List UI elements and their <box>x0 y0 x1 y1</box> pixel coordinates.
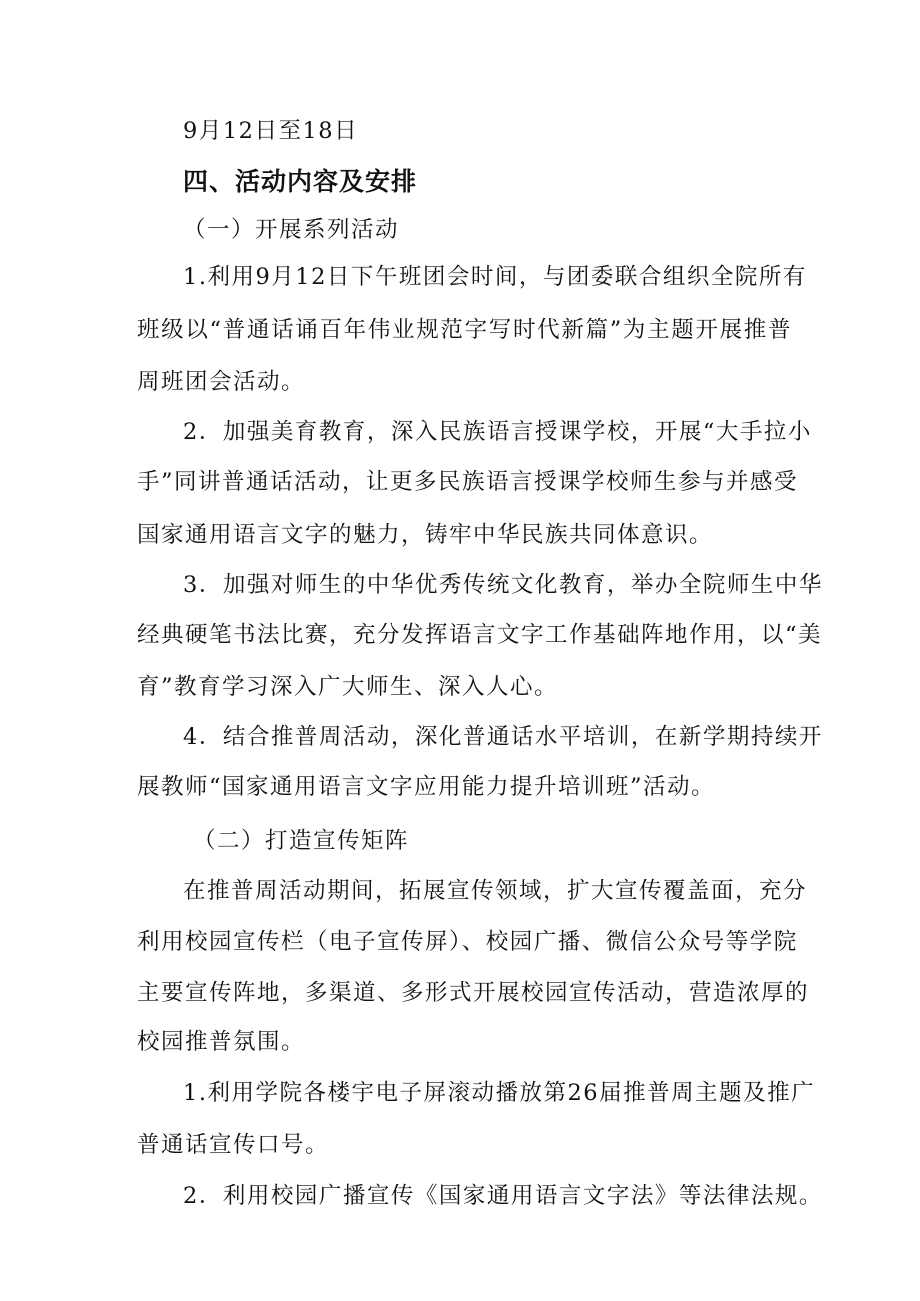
subsection-one-title: （一）开展系列活动 <box>183 217 400 243</box>
item-1-line-1: 1.利用9月12日下午班团会时间，与团委联合组织全院所有 <box>183 264 807 290</box>
promo-paragraph-line-1: 在推普周活动期间，拓展宣传领域，扩大宣传覆盖面，充分 <box>183 878 808 904</box>
item-4-line-1: 4．结合推普周活动，深化普通话水平培训，在新学期持续开 <box>183 724 823 750</box>
item-2-line-1: 2．加强美育教育，深入民族语言授课学校，开展“大手拉小 <box>183 419 812 445</box>
promo-paragraph-line-2: 利用校园宣传栏（电子宣传屏）、校园广播、微信公众号等学院 <box>137 929 798 955</box>
item-2-line-3: 国家通用语言文字的魅力，铸牢中华民族共同体意识。 <box>137 522 714 548</box>
date-line: 9月12日至18日 <box>183 118 359 144</box>
subsection-two-title: （二）打造宣传矩阵 <box>193 828 410 854</box>
promo-item-2-line-1: 2．利用校园广播宣传《国家通用语言文字法》等法律法规。 <box>183 1183 823 1209</box>
promo-item-1-line-1: 1.利用学院各楼宇电子屏滚动播放第26届推普周主题及推广 <box>183 1080 816 1106</box>
item-3-line-2: 经典硬笔书法比赛，充分发挥语言文字工作基础阵地作用，以“美 <box>137 622 823 648</box>
item-3-line-3: 育”教育学习深入广大师生、深入人心。 <box>137 674 559 700</box>
promo-paragraph-line-3: 主要宣传阵地，多渠道、多形式开展校园宣传活动，营造浓厚的 <box>137 980 810 1006</box>
promo-paragraph-line-4: 校园推普氛围。 <box>137 1029 306 1055</box>
section-four-title: 四、活动内容及安排 <box>183 167 418 196</box>
item-3-line-1: 3．加强对师生的中华优秀传统文化教育，举办全院师生中华 <box>183 572 823 598</box>
item-1-line-2: 班级以“普通话诵百年伟业规范字写时代新篇”为主题开展推普 <box>137 317 792 343</box>
item-1-line-3: 周班团会活动。 <box>137 369 306 395</box>
item-2-line-2: 手”同讲普通话活动，让更多民族语言授课学校师生参与并感受 <box>137 469 799 495</box>
item-4-line-2: 展教师“国家通用语言文字应用能力提升培训班”活动。 <box>137 774 716 800</box>
promo-item-1-line-2: 普通话宣传口号。 <box>137 1132 330 1158</box>
